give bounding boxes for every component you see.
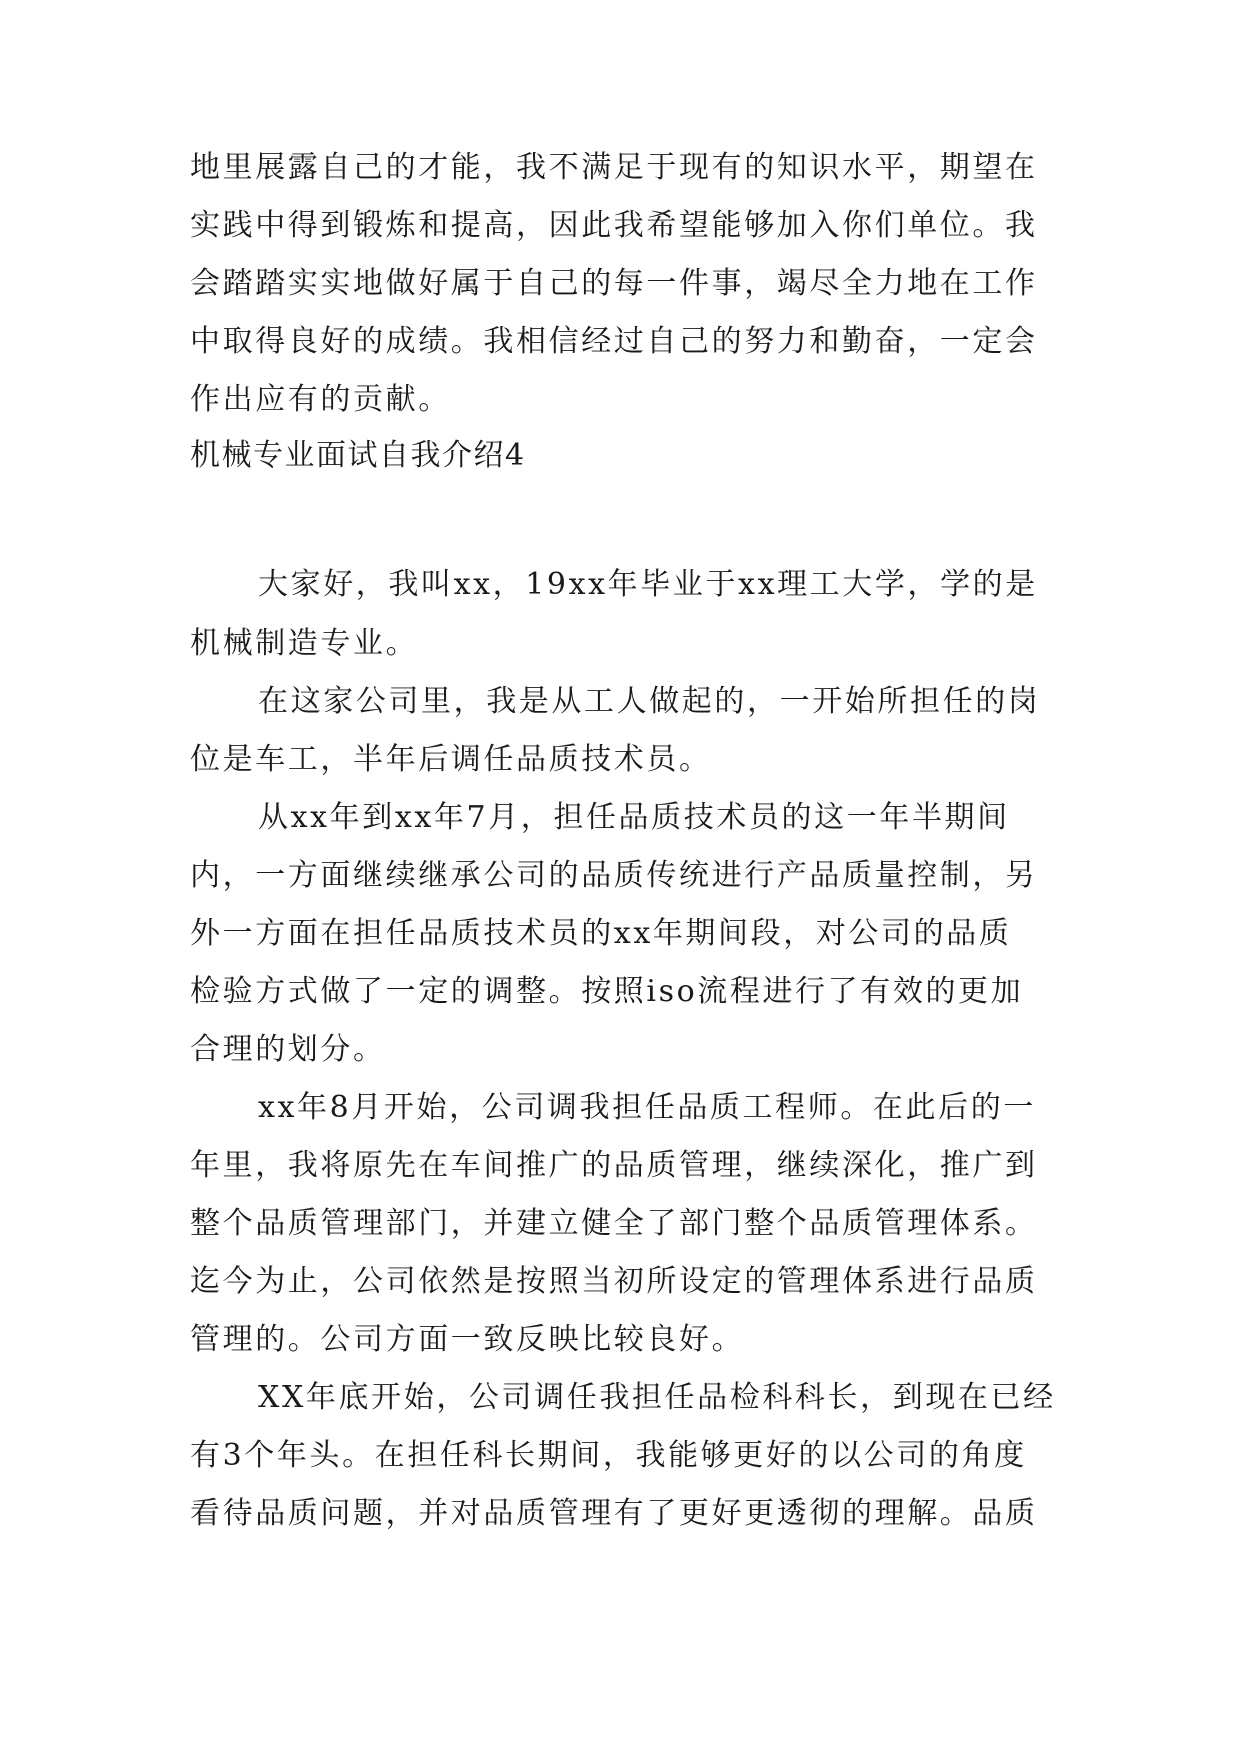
paragraph-line: 有3个年头。在担任科长期间，我能够更好的以公司的角度 — [190, 1438, 1027, 1473]
paragraph-line: 迄今为止，公司依然是按照当初所设定的管理体系进行品质 — [190, 1264, 1038, 1299]
paragraph-line: 合理的划分。 — [190, 1032, 386, 1067]
paragraph-line: 看待品质问题，并对品质管理有了更好更透彻的理解。品质 — [190, 1496, 1038, 1531]
paragraph-line: 在这家公司里，我是从工人做起的，一开始所担任的岗 — [258, 684, 1041, 719]
paragraph-line: 管理的。公司方面一致反映比较良好。 — [190, 1322, 745, 1357]
paragraph-line: 内，一方面继续继承公司的品质传统进行产品质量控制，另 — [190, 858, 1038, 893]
paragraph-line: 作出应有的贡献。 — [190, 382, 451, 417]
paragraph-line: 从xx年到xx年7月，担任品质技术员的这一年半期间 — [258, 800, 1010, 835]
paragraph-line: XX年底开始，公司调任我担任品检科科长，到现在已经 — [258, 1380, 1056, 1415]
paragraph-line: 实践中得到锻炼和提高，因此我希望能够加入你们单位。我 — [190, 208, 1038, 243]
paragraph-line: 整个品质管理部门，并建立健全了部门整个品质管理体系。 — [190, 1206, 1038, 1241]
paragraph-line: 大家好，我叫xx，19xx年毕业于xx理工大学，学的是 — [258, 567, 1038, 602]
paragraph-line: 检验方式做了一定的调整。按照iso流程进行了有效的更加 — [190, 974, 1024, 1009]
section-heading: 机械专业面试自我介绍4 — [190, 438, 526, 473]
paragraph-line: 位是车工，半年后调任品质技术员。 — [190, 742, 712, 777]
paragraph-line: 地里展露自己的才能，我不满足于现有的知识水平，期望在 — [190, 150, 1038, 185]
paragraph-line: 会踏踏实实地做好属于自己的每一件事，竭尽全力地在工作 — [190, 266, 1038, 301]
paragraph-line: 中取得良好的成绩。我相信经过自己的努力和勤奋，一定会 — [190, 324, 1038, 359]
paragraph-line: 机械制造专业。 — [190, 626, 419, 661]
paragraph-line: 年里，我将原先在车间推广的品质管理，继续深化，推广到 — [190, 1148, 1038, 1183]
paragraph-line: xx年8月开始，公司调我担任品质工程师。在此后的一 — [258, 1090, 1036, 1125]
paragraph-line: 外一方面在担任品质技术员的xx年期间段，对公司的品质 — [190, 916, 1012, 951]
